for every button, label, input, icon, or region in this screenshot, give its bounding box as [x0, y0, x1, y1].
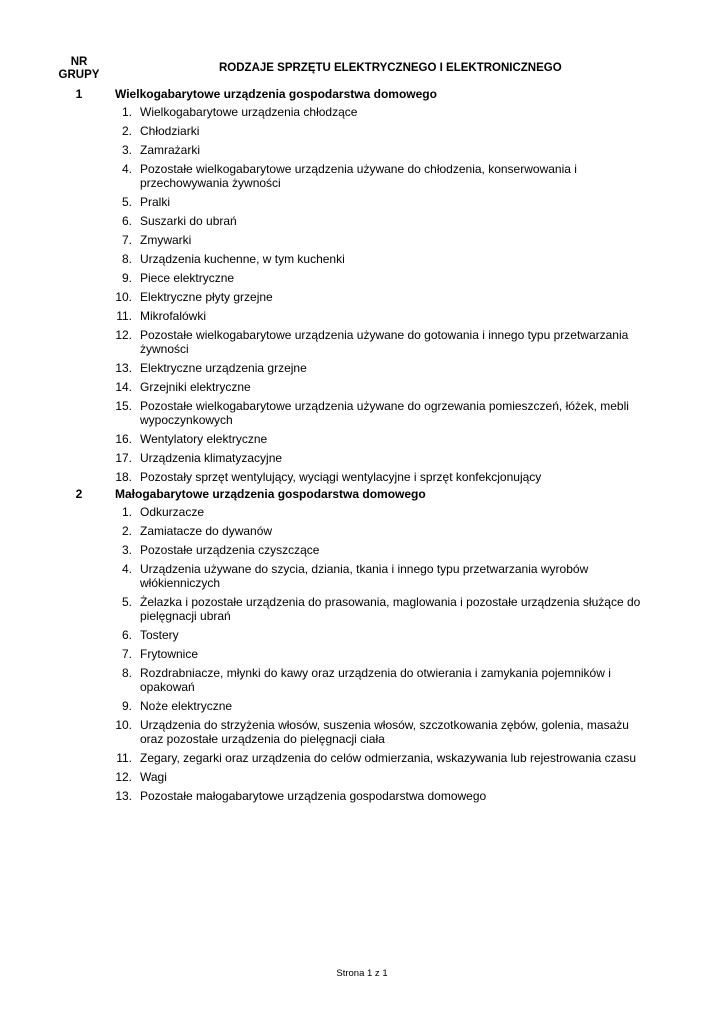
- item-text: Elektryczne urządzenia grzejne: [140, 361, 307, 375]
- item-text: Pozostałe wielkogabarytowe urządzenia używane do ogrzewania pomieszczeń, łóżek, mebli wypoczynkowych: [140, 399, 629, 427]
- item-text: Wagi: [140, 770, 167, 784]
- item-number: 7.: [121, 647, 132, 661]
- item-text: Zegary, zegarki oraz urządzenia do celów odmierzania, wskazywania lub rejestrowania czasu: [140, 751, 637, 765]
- nr-label: NR: [70, 56, 88, 68]
- item-number: 11.: [116, 309, 132, 323]
- list-item: [0, 718, 724, 746]
- list-item: [0, 214, 724, 228]
- list-item: [0, 751, 724, 765]
- grupy-label: GRUPY: [58, 69, 100, 81]
- item-text: Pralki: [140, 195, 171, 209]
- list-item: [0, 162, 724, 190]
- item-number: 3.: [121, 143, 132, 157]
- item-number: 1.: [121, 105, 132, 119]
- item-text: Urządzenia klimatyzacyjne: [140, 451, 283, 465]
- list-item: [0, 361, 724, 375]
- item-text: Pozostałe wielkogabarytowe urządzenia używane do gotowania i innego typu przetwarzania żywności: [140, 328, 629, 356]
- item-number: 4.: [121, 162, 132, 176]
- item-text: Suszarki do ubrań: [140, 214, 237, 228]
- list-item: [0, 595, 724, 623]
- item-number: 13.: [115, 361, 132, 375]
- group-item-list: [0, 505, 724, 808]
- item-text: Grzejniki elektryczne: [140, 380, 251, 394]
- item-number: 17.: [115, 451, 132, 465]
- item-text: Urządzenia kuchenne, w tym kuchenki: [140, 252, 345, 266]
- group-number: 1: [75, 87, 83, 101]
- item-text: Urządzenia używane do szycia, dziania, tkania i innego typu przetwarzania wyrobów włókienniczych: [140, 562, 589, 590]
- item-text: Mikrofalówki: [140, 309, 207, 323]
- list-item: [0, 647, 724, 661]
- list-item: [0, 233, 724, 247]
- list-item: [0, 562, 724, 590]
- item-number: 10.: [115, 290, 132, 304]
- group-title: Małogabarytowe urządzenia gospodarstwa domowego: [115, 487, 426, 501]
- item-number: 3.: [121, 543, 132, 557]
- list-item: [0, 666, 724, 694]
- list-item: [0, 290, 724, 304]
- list-item: [0, 328, 724, 356]
- item-number: 11.: [116, 751, 132, 765]
- list-item: [0, 432, 724, 446]
- list-item: [0, 770, 724, 784]
- item-text: Urządzenia do strzyżenia włosów, suszenia włosów, szczotkowania zębów, golenia, masażu oraz pozostałe urządzenia do pielęgnacji ciała: [140, 718, 629, 746]
- item-number: 1.: [121, 505, 132, 519]
- item-number: 16.: [115, 432, 132, 446]
- list-item: [0, 309, 724, 323]
- item-text: Pozostałe małogabarytowe urządzenia gospodarstwa domowego: [140, 789, 487, 803]
- item-number: 7.: [121, 233, 132, 247]
- list-item: [0, 271, 724, 285]
- list-item: [0, 252, 724, 266]
- group-title: Wielkogabarytowe urządzenia gospodarstwa domowego: [115, 87, 437, 101]
- list-item: [0, 380, 724, 394]
- item-number: 18.: [115, 470, 132, 484]
- item-number: 12.: [115, 770, 132, 784]
- item-number: 2.: [121, 524, 132, 538]
- item-text: Zmywarki: [140, 233, 192, 247]
- document-title: RODZAJE SPRZĘTU ELEKTRYCZNEGO I ELEKTRONICZNEGO: [219, 62, 562, 74]
- group-number: 2: [75, 487, 83, 501]
- item-number: 6.: [121, 628, 132, 642]
- item-number: 14.: [115, 380, 132, 394]
- item-text: Noże elektryczne: [140, 699, 233, 713]
- item-number: 8.: [121, 666, 132, 680]
- item-number: 6.: [121, 214, 132, 228]
- list-item: [0, 628, 724, 642]
- item-number: 2.: [121, 124, 132, 138]
- group-item-list: [0, 105, 724, 489]
- item-text: Wielkogabarytowe urządzenia chłodzące: [140, 105, 358, 119]
- item-text: Rozdrabniacze, młynki do kawy oraz urządzenia do otwierania i zamykania pojemników i opakowań: [140, 666, 611, 694]
- item-number: 5.: [121, 195, 132, 209]
- item-text: Odkurzacze: [140, 505, 205, 519]
- item-number: 15.: [115, 399, 132, 413]
- item-text: Wentylatory elektryczne: [140, 432, 268, 446]
- item-number: 5.: [121, 595, 132, 609]
- item-text: Chłodziarki: [140, 124, 200, 138]
- page-footer: Strona 1 z 1: [336, 968, 388, 979]
- item-number: 9.: [121, 699, 132, 713]
- list-item: [0, 470, 724, 484]
- item-text: Pozostałe wielkogabarytowe urządzenia używane do chłodzenia, konserwowania i przechowywania żywności: [140, 162, 577, 190]
- list-item: [0, 451, 724, 465]
- item-number: 13.: [115, 789, 132, 803]
- list-item: [0, 789, 724, 803]
- item-number: 10.: [115, 718, 132, 732]
- list-item: [0, 195, 724, 209]
- list-item: [0, 524, 724, 538]
- item-number: 9.: [121, 271, 132, 285]
- item-text: Zamiatacze do dywanów: [140, 524, 273, 538]
- item-number: 12.: [115, 328, 132, 342]
- item-text: Zamrażarki: [140, 143, 201, 157]
- column-header-group-number: [54, 56, 104, 82]
- item-text: Tostery: [140, 628, 179, 642]
- item-text: Frytownice: [140, 647, 199, 661]
- list-item: [0, 399, 724, 427]
- list-item: [0, 124, 724, 138]
- item-text: Elektryczne płyty grzejne: [140, 290, 273, 304]
- item-number: 8.: [121, 252, 132, 266]
- item-text: Pozostałe urządzenia czyszczące: [140, 543, 320, 557]
- list-item: [0, 143, 724, 157]
- list-item: [0, 505, 724, 519]
- item-text: Pozostały sprzęt wentylujący, wyciągi wentylacyjne i sprzęt konfekcjonujący: [140, 470, 542, 484]
- list-item: [0, 543, 724, 557]
- item-text: Żelazka i pozostałe urządzenia do prasowania, maglowania i pozostałe urządzenia służące do pielęgnacji ubrań: [140, 595, 641, 623]
- list-item: [0, 699, 724, 713]
- item-text: Piece elektryczne: [140, 271, 235, 285]
- item-number: 4.: [121, 562, 132, 576]
- list-item: [0, 105, 724, 119]
